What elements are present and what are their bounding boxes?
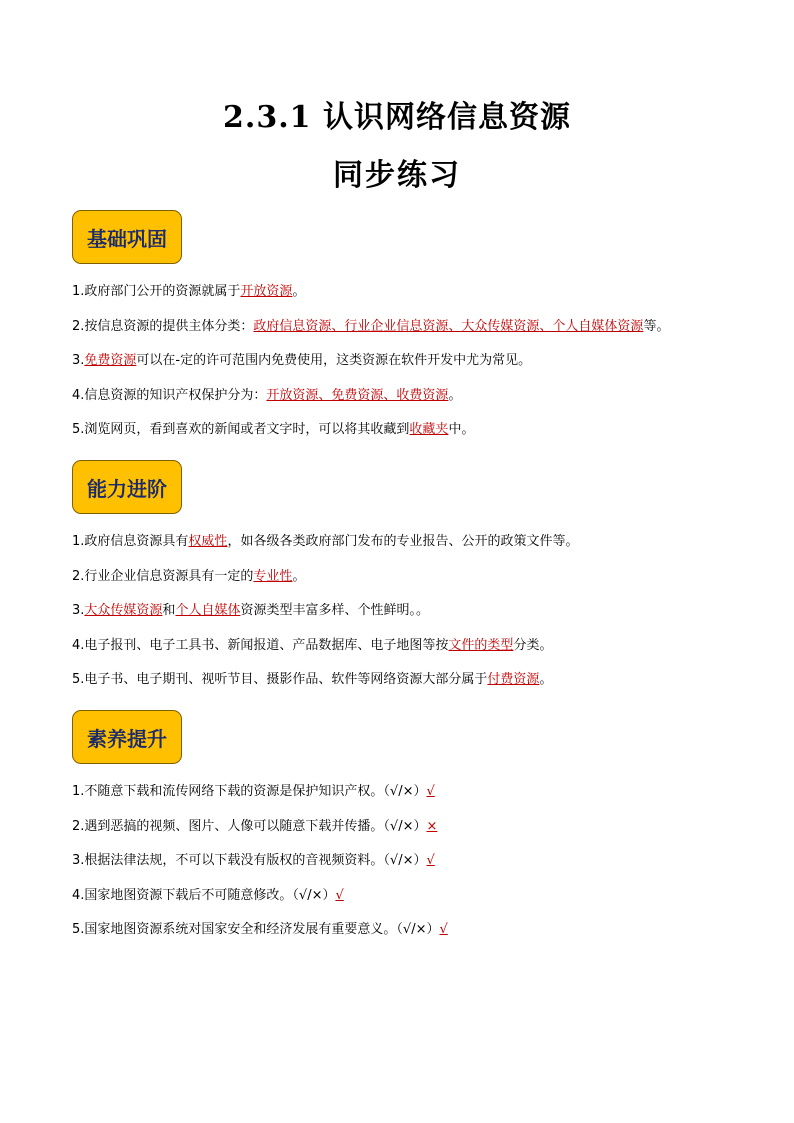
question-text: 等。 xyxy=(643,318,670,334)
answer-text: 个人自媒体 xyxy=(175,603,241,618)
document-subtitle: 同步练习 xyxy=(333,158,461,193)
question-item xyxy=(72,566,752,601)
question-text: 。 xyxy=(539,672,553,687)
question-item xyxy=(72,350,752,385)
question-text: 浏览网页，看到喜欢的新闻或者文字时，可以将其收藏到 xyxy=(84,422,410,437)
question-text: 资源类型丰富多样、个性鲜明。。 xyxy=(240,603,429,618)
question-text: 国家地图资源下载后不可随意修改。（√/×） xyxy=(84,887,336,903)
question-text: 根据法律法规，不可以下载没有版权的音视频资料。（√/×） xyxy=(84,853,427,868)
question-text: 电子书、电子期刊、视听节目、摄影作品、软件等网络资源大部分属于 xyxy=(84,672,488,687)
section-basic xyxy=(72,210,752,454)
question-number: 2. xyxy=(72,568,85,584)
question-text: 分类。 xyxy=(513,637,553,653)
question-item xyxy=(72,885,752,920)
question-text: 中。 xyxy=(448,422,475,437)
answer-text: 付费资源 xyxy=(487,672,540,687)
question-number: 3. xyxy=(72,603,85,618)
question-number: 1. xyxy=(72,534,85,549)
answer-text: 专业性 xyxy=(253,568,293,584)
question-text: 和 xyxy=(162,603,176,618)
question-number: 2. xyxy=(72,318,85,334)
question-item xyxy=(72,600,752,635)
question-item xyxy=(72,385,752,420)
section-literacy xyxy=(72,710,752,954)
question-item xyxy=(72,635,752,670)
answer-text: √ xyxy=(426,853,435,868)
question-item xyxy=(72,419,752,454)
question-text: 行业企业信息资源具有一定的 xyxy=(84,568,254,584)
document-title: 2.3.1 认识网络信息资源 xyxy=(223,100,571,135)
question-text: 。 xyxy=(292,568,306,584)
question-text: 国家地图资源系统对国家安全和经济发展有重要意义。（√/×） xyxy=(84,922,440,937)
answer-text: 大众传媒资源 xyxy=(84,603,163,618)
question-text: 。 xyxy=(448,387,462,403)
question-item xyxy=(72,850,752,885)
answer-text: × xyxy=(426,818,438,834)
answer-text: √ xyxy=(439,922,448,937)
question-number: 1. xyxy=(72,784,85,799)
question-number: 3. xyxy=(72,853,85,868)
question-list xyxy=(72,281,752,454)
question-text: 。 xyxy=(292,284,306,299)
answer-text: 收藏夹 xyxy=(409,422,449,437)
question-item xyxy=(72,531,752,566)
section-badge: 基础巩固 xyxy=(72,210,182,264)
question-item xyxy=(72,669,752,704)
question-list xyxy=(72,531,752,704)
question-item xyxy=(72,816,752,851)
question-number: 1. xyxy=(72,284,85,299)
question-number: 5. xyxy=(72,422,85,437)
question-item xyxy=(72,281,752,316)
answer-text: 权威性 xyxy=(188,534,228,549)
question-number: 4. xyxy=(72,887,85,903)
question-list xyxy=(72,781,752,954)
question-text: 电子报刊、电子工具书、新闻报道、产品数据库、电子地图等按 xyxy=(84,637,449,653)
question-text: 信息资源的知识产权保护分为： xyxy=(84,387,267,403)
question-text: 政府部门公开的资源就属于 xyxy=(84,284,241,299)
answer-text: 文件的类型 xyxy=(448,637,514,653)
question-text: 可以在-定的许可范围内免费使用，这类资源在软件开发中尤为常见。 xyxy=(136,353,532,368)
question-item xyxy=(72,781,752,816)
question-number: 4. xyxy=(72,387,85,403)
question-number: 5. xyxy=(72,672,85,687)
question-number: 4. xyxy=(72,637,85,653)
question-text: 政府信息资源具有 xyxy=(84,534,189,549)
question-item xyxy=(72,919,752,954)
section-badge: 素养提升 xyxy=(72,710,182,764)
question-item xyxy=(72,316,752,351)
answer-text: 政府信息资源、行业企业信息资源、大众传媒资源、个人自媒体资源 xyxy=(253,318,644,334)
question-text: 按信息资源的提供主体分类： xyxy=(84,318,254,334)
question-number: 5. xyxy=(72,922,85,937)
question-number: 3. xyxy=(72,353,85,368)
answer-text: √ xyxy=(335,887,344,903)
answer-text: √ xyxy=(426,784,435,799)
section-advanced xyxy=(72,460,752,704)
question-text: 不随意下载和流传网络下载的资源是保护知识产权。（√/×） xyxy=(84,784,427,799)
answer-text: 开放资源、免费资源、收费资源 xyxy=(266,387,449,403)
answer-text: 开放资源 xyxy=(240,284,293,299)
section-badge: 能力进阶 xyxy=(72,460,182,514)
question-number: 2. xyxy=(72,818,85,834)
question-text: 遇到恶搞的视频、图片、人像可以随意下载并传播。（√/×） xyxy=(84,818,427,834)
answer-text: 免费资源 xyxy=(84,353,137,368)
question-text: ，如各级各类政府部门发布的专业报告、公开的政策文件等。 xyxy=(227,534,579,549)
